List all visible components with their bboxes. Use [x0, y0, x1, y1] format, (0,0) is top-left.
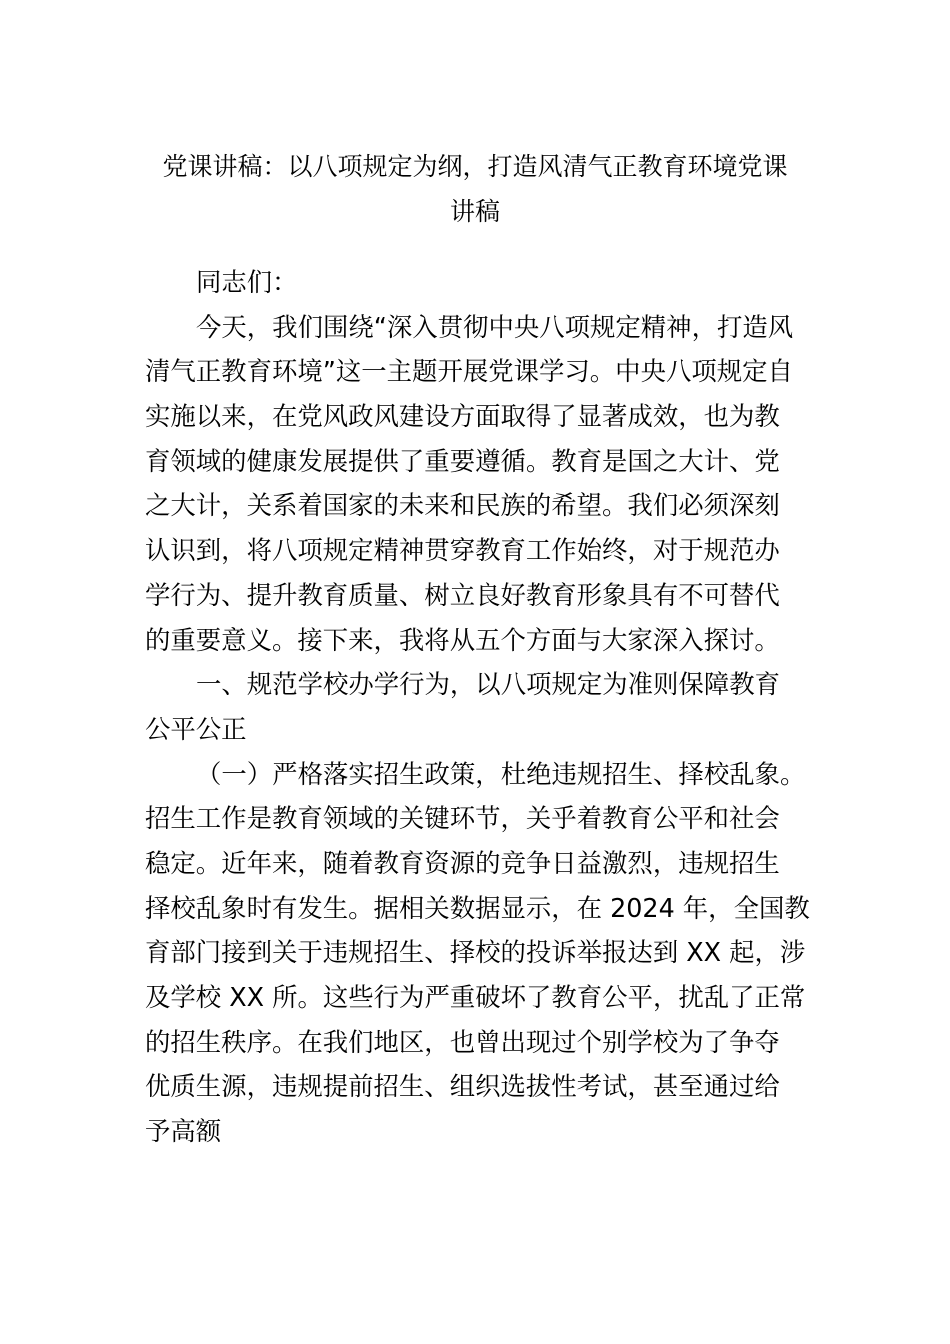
body-line: 今天，我们围绕“深入贯彻中央八项规定精神，打造风: [196, 311, 794, 342]
body-line: （一）严格落实招生政策，杜绝违规招生、择校乱象。: [196, 758, 806, 789]
body-line: 予高额: [145, 1116, 222, 1147]
body-line: 学行为、提升教育质量、树立良好教育形象具有不可替代: [145, 579, 780, 610]
body-line: 育领域的健康发展提供了重要遵循。教育是国之大计、党: [145, 445, 780, 476]
body-line: 招生工作是教育领域的关键环节，关乎着教育公平和社会: [145, 803, 780, 834]
body-line: 稳定。近年来，随着教育资源的竞争日益激烈，违规招生: [145, 847, 780, 878]
body-line: 及学校 XX 所。这些行为严重破坏了教育公平，扰乱了正常: [145, 982, 806, 1012]
document-title: [145, 145, 805, 234]
body-line: 择校乱象时有发生。据相关数据显示，在 2024 年，全国教: [145, 892, 810, 923]
body-line: 一、规范学校办学行为，以八项规定为准则保障教育: [196, 669, 780, 700]
body-line: 清气正教育环境”这一主题开展党课学习。中央八项规定自: [145, 356, 793, 387]
body-line: 公平公正: [145, 713, 247, 744]
body-line: 之大计，关系着国家的未来和民族的希望。我们必须深刻: [145, 490, 780, 521]
body-line: 优质生源，违规提前招生、组织选拔性考试，甚至通过给: [145, 1071, 780, 1102]
body-line: 实施以来，在党风政风建设方面取得了显著成效，也为教: [145, 401, 780, 432]
body-line: 同志们：: [196, 267, 298, 297]
document-body: [145, 260, 810, 1154]
title-line-2: 讲稿: [449, 196, 500, 226]
body-line: 育部门接到关于违规招生、择校的投诉举报达到 XX 起，涉: [145, 937, 806, 968]
body-line: 认识到，将八项规定精神贯穿教育工作始终，对于规范办: [145, 535, 780, 566]
body-line: 的招生秩序。在我们地区，也曾出现过个别学校为了争夺: [145, 1026, 780, 1057]
title-line-1: 党课讲稿：以八项规定为纲，打造风清气正教育环境党课: [162, 152, 788, 181]
body-line: 的重要意义。接下来，我将从五个方面与大家深入探讨。: [145, 624, 780, 655]
